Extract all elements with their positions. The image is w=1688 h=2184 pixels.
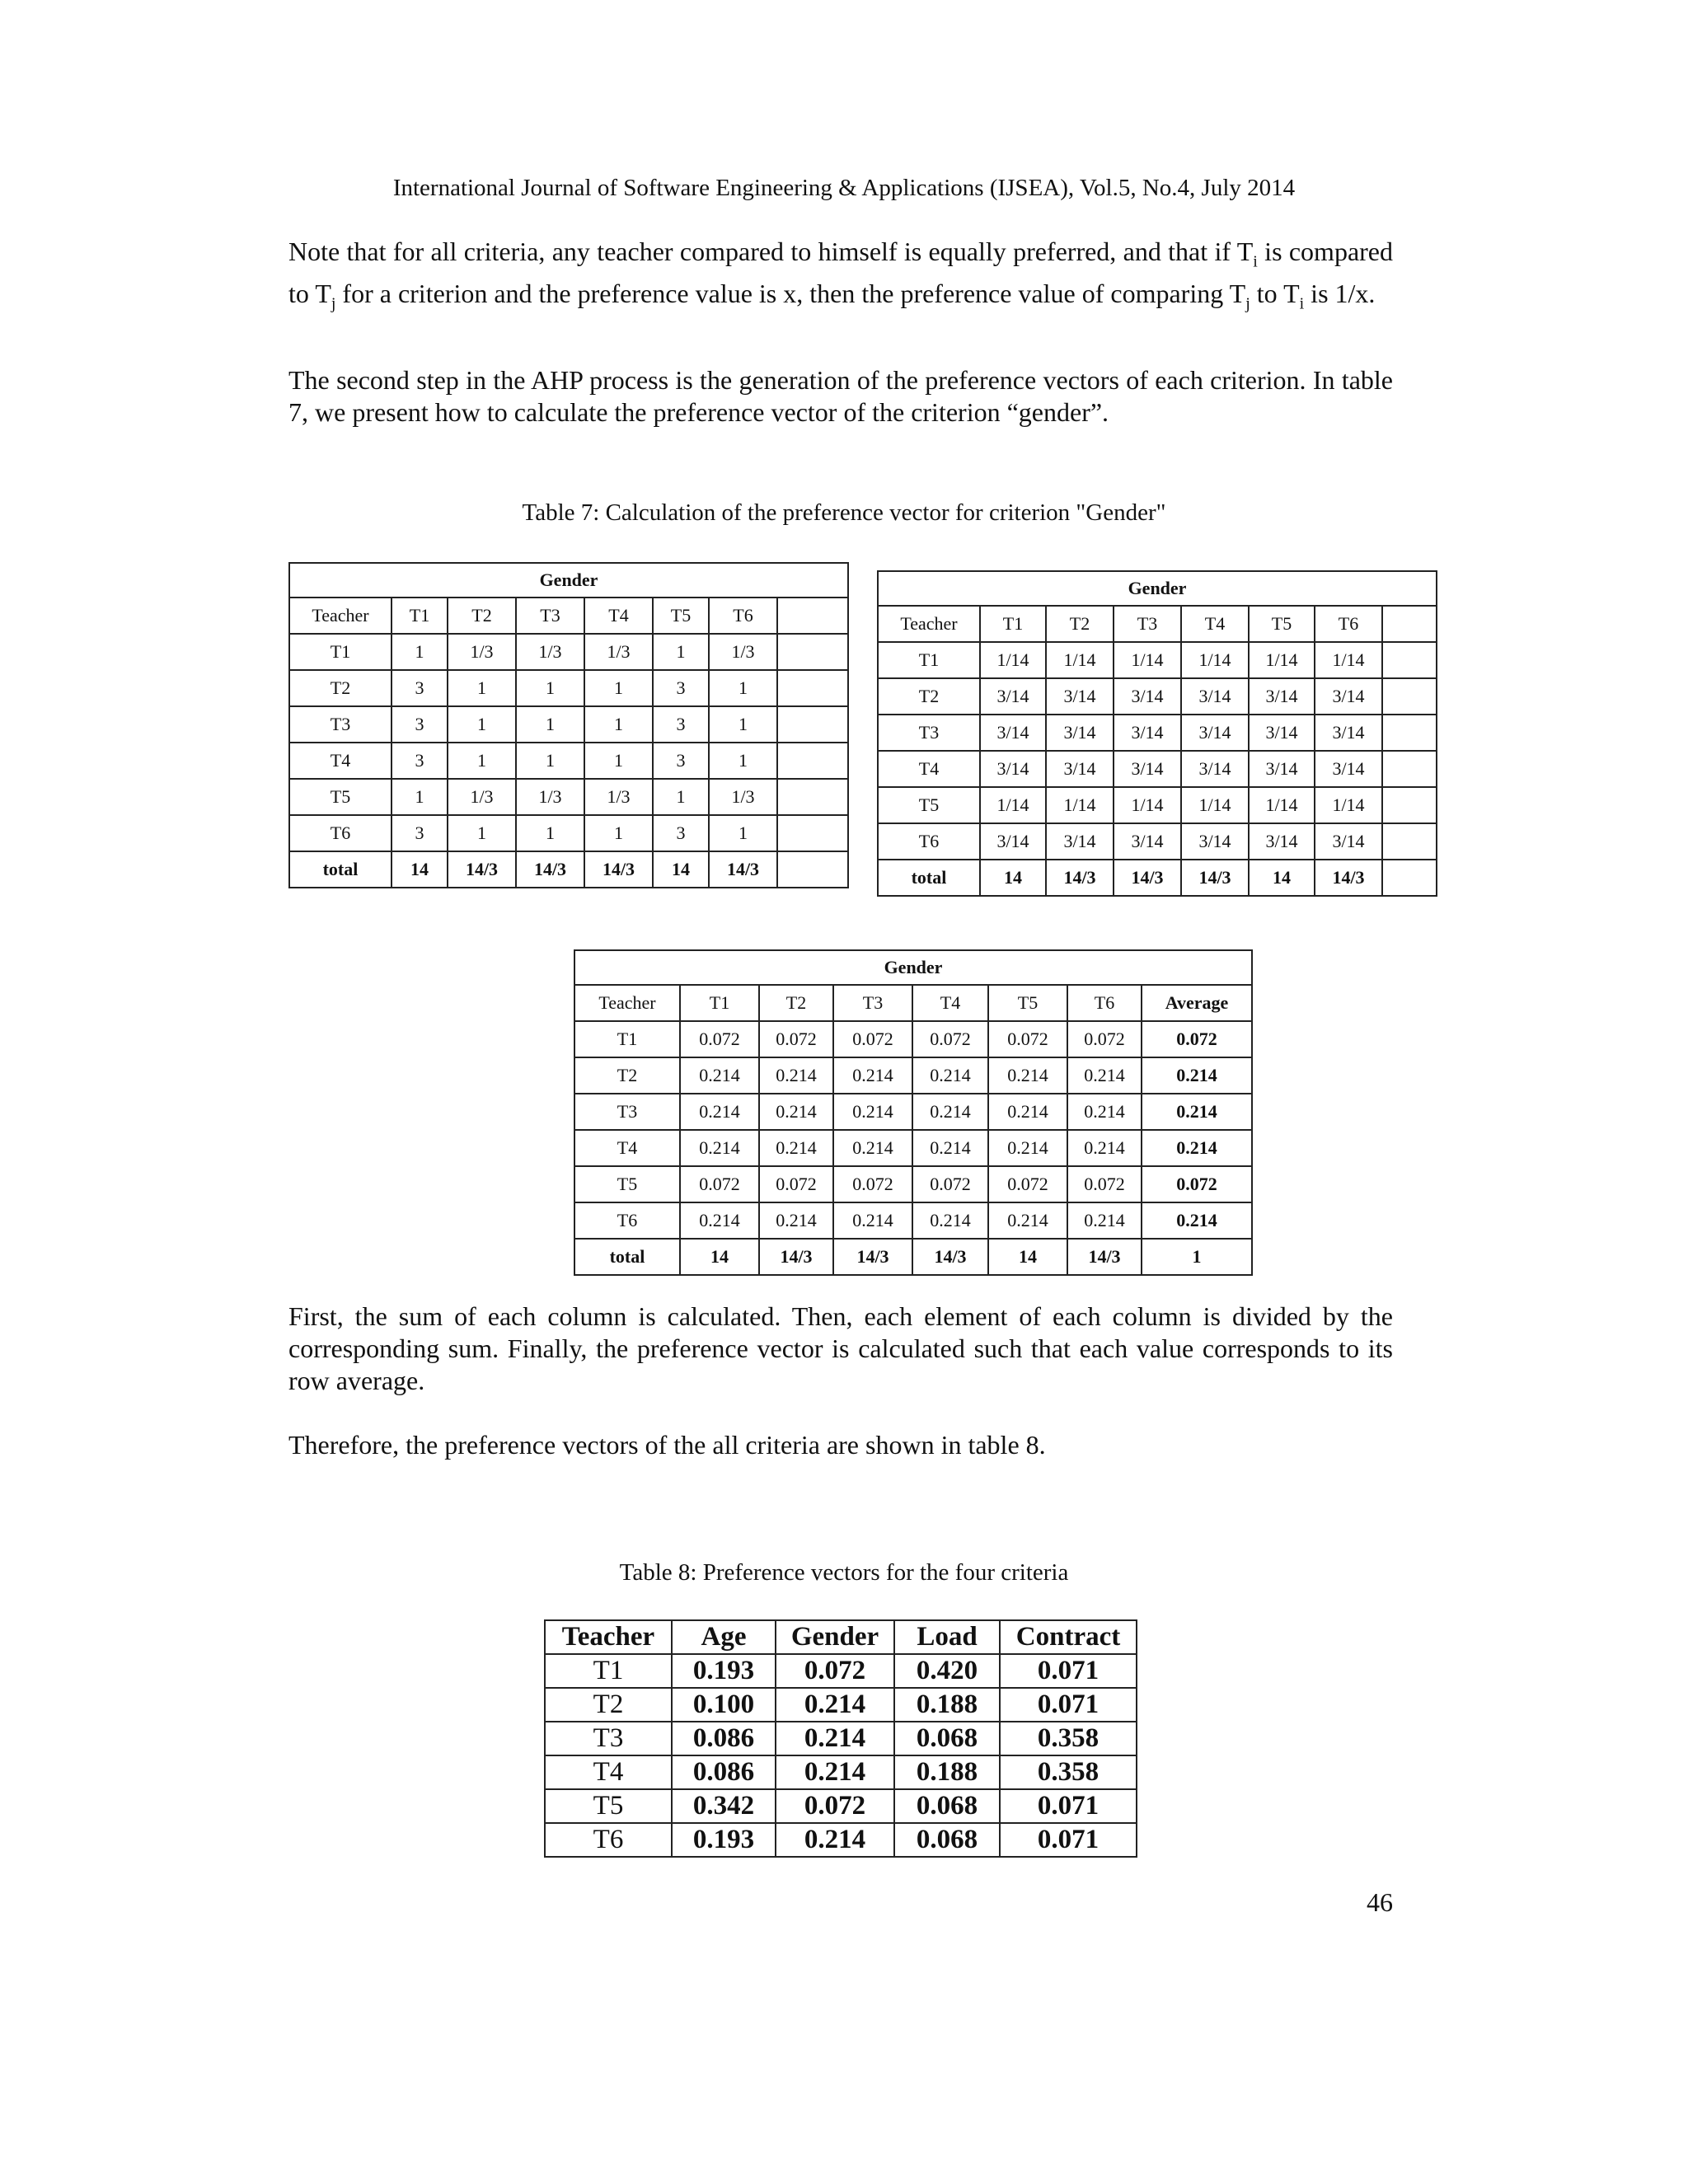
table-row <box>574 1166 1252 1202</box>
column-header: Gender <box>776 1620 894 1654</box>
table-cell: 1 <box>392 634 448 670</box>
table-cell: 1 <box>584 706 653 743</box>
table-cell: 1/14 <box>1315 787 1382 823</box>
total-cell: 14/3 <box>448 851 516 888</box>
total-cell: total <box>878 860 980 896</box>
preference-vectors-table <box>544 1619 1137 1858</box>
table-cell: 1/14 <box>1114 642 1181 678</box>
value-cell: 0.420 <box>894 1654 1000 1688</box>
value-cell: 0.214 <box>776 1722 894 1755</box>
table-cell: 0.214 <box>1142 1094 1252 1130</box>
table-title-row <box>574 950 1252 985</box>
table-cell: 1 <box>448 706 516 743</box>
table-row <box>878 787 1437 823</box>
table-cell: 3/14 <box>1315 823 1382 860</box>
table-cell: 0.214 <box>833 1057 912 1094</box>
table-row <box>574 1130 1252 1166</box>
column-header: T1 <box>980 606 1046 642</box>
table-cell: 1 <box>516 670 584 706</box>
teacher-cell: T6 <box>545 1823 672 1857</box>
teacher-cell: T3 <box>545 1722 672 1755</box>
table-cell: 3/14 <box>1181 715 1249 751</box>
total-row <box>878 860 1437 896</box>
table-title-row <box>878 571 1437 606</box>
table-cell: 3/14 <box>980 751 1046 787</box>
table-cell: 3/14 <box>1114 751 1181 787</box>
column-header: T2 <box>1046 606 1114 642</box>
table-row <box>878 642 1437 678</box>
column-header: T5 <box>988 985 1067 1021</box>
table-cell: 0.072 <box>912 1166 988 1202</box>
table-cell: 3/14 <box>1249 678 1315 715</box>
table-cell: 0.072 <box>1067 1166 1142 1202</box>
total-cell: 14 <box>980 860 1046 896</box>
table-cell: 3/14 <box>1114 715 1181 751</box>
value-cell: 0.086 <box>672 1755 776 1789</box>
blank-cell <box>1382 823 1437 860</box>
value-cell: 0.071 <box>1000 1789 1137 1823</box>
total-cell: 14/3 <box>584 851 653 888</box>
table-row <box>289 670 848 706</box>
table-row <box>289 743 848 779</box>
table-cell: 0.072 <box>988 1166 1067 1202</box>
column-header: Teacher <box>289 598 392 634</box>
table-cell: T3 <box>574 1094 680 1130</box>
value-cell: 0.193 <box>672 1654 776 1688</box>
table-cell: 1/14 <box>1046 787 1114 823</box>
table-row <box>289 815 848 851</box>
teacher-cell: T2 <box>545 1688 672 1722</box>
table-cell: 1 <box>709 670 777 706</box>
table-cell: 0.214 <box>1067 1130 1142 1166</box>
table-cell: T6 <box>878 823 980 860</box>
table-cell: 3/14 <box>1114 823 1181 860</box>
table-cell: 0.214 <box>1067 1094 1142 1130</box>
value-cell: 0.214 <box>776 1823 894 1857</box>
table-cell: 3 <box>653 670 709 706</box>
table-cell: 0.214 <box>1067 1202 1142 1239</box>
table-row <box>289 779 848 815</box>
table-cell: 3 <box>392 815 448 851</box>
table-cell: 0.214 <box>833 1094 912 1130</box>
table-cell: 1 <box>584 815 653 851</box>
column-header: T3 <box>833 985 912 1021</box>
table-cell: T1 <box>574 1021 680 1057</box>
table-cell: T4 <box>574 1130 680 1166</box>
total-cell: 14/3 <box>709 851 777 888</box>
table-cell: 0.072 <box>833 1021 912 1057</box>
table-cell: 0.214 <box>759 1094 833 1130</box>
table-cell: 0.214 <box>680 1057 759 1094</box>
table-cell: 1/14 <box>1046 642 1114 678</box>
table-cell: 1/14 <box>1249 787 1315 823</box>
table-cell: 3/14 <box>1315 715 1382 751</box>
table-cell: 0.072 <box>680 1021 759 1057</box>
table-cell: 1 <box>516 706 584 743</box>
column-header: Teacher <box>878 606 980 642</box>
table8-caption: Table 8: Preference vectors for the four criteria <box>619 1559 1069 1586</box>
table-cell: T4 <box>289 743 392 779</box>
table-cell: 1/14 <box>1315 642 1382 678</box>
table-cell: 1/14 <box>1181 642 1249 678</box>
table-cell: 1 <box>392 779 448 815</box>
table-row <box>878 678 1437 715</box>
table-cell: 3/14 <box>1181 823 1249 860</box>
blank-cell <box>1382 715 1437 751</box>
table-cell: T5 <box>289 779 392 815</box>
table-row <box>545 1654 1137 1688</box>
blank-cell <box>777 743 848 779</box>
table-cell: 3 <box>653 815 709 851</box>
table-cell: 0.072 <box>680 1166 759 1202</box>
table-cell: 3/14 <box>1249 823 1315 860</box>
table-cell: 1 <box>653 634 709 670</box>
column-header: Teacher <box>545 1620 672 1654</box>
table-cell: 1 <box>709 743 777 779</box>
value-cell: 0.086 <box>672 1722 776 1755</box>
table-title-row <box>289 563 848 598</box>
column-header: Average <box>1142 985 1252 1021</box>
column-header: T3 <box>516 598 584 634</box>
header-row <box>545 1620 1137 1654</box>
table-cell: T3 <box>878 715 980 751</box>
paragraph-method: First, the sum of each column is calculated. Then, each element of each column is divided by the corresponding sum. Finally, the preference vector is calculated such that each value corresponds to its row average. <box>288 1301 1393 1395</box>
table-title: Gender <box>878 571 1437 606</box>
total-cell: 14/3 <box>1114 860 1181 896</box>
table-cell: 0.214 <box>759 1202 833 1239</box>
table-cell: 1/3 <box>448 634 516 670</box>
gender-normalized-fraction-table <box>877 570 1437 897</box>
value-cell: 0.214 <box>776 1755 894 1789</box>
table-cell: 0.214 <box>912 1130 988 1166</box>
table-cell: 0.214 <box>1142 1057 1252 1094</box>
blank-cell <box>777 598 848 634</box>
column-header: T2 <box>759 985 833 1021</box>
table-cell: 0.072 <box>833 1166 912 1202</box>
total-row <box>289 851 848 888</box>
teacher-cell: T5 <box>545 1789 672 1823</box>
blank-cell <box>777 706 848 743</box>
total-cell: 14 <box>988 1239 1067 1275</box>
table-cell: 1 <box>448 815 516 851</box>
blank-cell <box>1382 606 1437 642</box>
total-cell: total <box>289 851 392 888</box>
table-cell: 3 <box>653 706 709 743</box>
column-header: T5 <box>1249 606 1315 642</box>
table-cell: T1 <box>878 642 980 678</box>
table-cell: 3/14 <box>1181 751 1249 787</box>
table-row <box>574 1021 1252 1057</box>
table-cell: 0.214 <box>1142 1202 1252 1239</box>
table-row <box>574 1202 1252 1239</box>
table-cell: 0.214 <box>680 1094 759 1130</box>
table-cell: T2 <box>289 670 392 706</box>
table-cell: 3/14 <box>1114 678 1181 715</box>
table-row <box>545 1722 1137 1755</box>
blank-cell <box>777 815 848 851</box>
table-cell: T1 <box>289 634 392 670</box>
table-cell: 0.072 <box>1142 1021 1252 1057</box>
table-cell: 1 <box>448 743 516 779</box>
blank-cell <box>1382 678 1437 715</box>
column-header: T4 <box>584 598 653 634</box>
value-cell: 0.071 <box>1000 1823 1137 1857</box>
table-cell: 1 <box>653 779 709 815</box>
total-cell: 14/3 <box>1315 860 1382 896</box>
gender-comparison-table <box>288 562 849 888</box>
teacher-cell: T1 <box>545 1654 672 1688</box>
total-cell: 14/3 <box>1046 860 1114 896</box>
table-cell: 1/14 <box>1181 787 1249 823</box>
table-cell: 0.214 <box>759 1130 833 1166</box>
table-cell: 1/3 <box>709 634 777 670</box>
table-title: Gender <box>289 563 848 598</box>
value-cell: 0.193 <box>672 1823 776 1857</box>
total-cell: 14/3 <box>516 851 584 888</box>
table-cell: 0.072 <box>759 1166 833 1202</box>
table-row <box>289 634 848 670</box>
total-cell: 14 <box>1249 860 1315 896</box>
teacher-cell: T4 <box>545 1755 672 1789</box>
table-cell: 1 <box>584 670 653 706</box>
table-cell: 3 <box>392 743 448 779</box>
paragraph-note: Note that for all criteria, any teacher compared to himself is equally preferred, and that if $T_i$ is compared to $T_j$ for a criterion and the preference value is x, then the preference value of comparing $T_j$ to $T_i$ is 1/x. <box>288 237 1394 313</box>
table-row <box>878 751 1437 787</box>
table-row <box>574 1094 1252 1130</box>
running-header: International Journal of Software Engineering & Applications (IJSEA), Vol.5, No.4, July 2014 <box>392 175 1296 201</box>
column-header: T6 <box>709 598 777 634</box>
table-cell: T2 <box>574 1057 680 1094</box>
table-cell: 1 <box>584 743 653 779</box>
column-header: T5 <box>653 598 709 634</box>
table-cell: 0.214 <box>912 1094 988 1130</box>
page-number: 46 <box>1367 1887 1393 1917</box>
table-row <box>545 1755 1137 1789</box>
value-cell: 0.068 <box>894 1823 1000 1857</box>
total-cell: 14/3 <box>1067 1239 1142 1275</box>
table-cell: 0.072 <box>912 1021 988 1057</box>
table-title: Gender <box>574 950 1252 985</box>
blank-cell <box>1382 642 1437 678</box>
table-cell: 3/14 <box>980 715 1046 751</box>
column-header: T4 <box>912 985 988 1021</box>
table-cell: 3/14 <box>1249 715 1315 751</box>
table-cell: T5 <box>574 1166 680 1202</box>
total-cell: total <box>574 1239 680 1275</box>
blank-cell <box>1382 860 1437 896</box>
blank-cell <box>777 851 848 888</box>
column-header: T6 <box>1067 985 1142 1021</box>
table-cell: 0.214 <box>833 1202 912 1239</box>
table-cell: T5 <box>878 787 980 823</box>
table-cell: 1/3 <box>584 779 653 815</box>
total-cell: 14 <box>392 851 448 888</box>
total-cell: 14 <box>680 1239 759 1275</box>
table-cell: 0.214 <box>912 1202 988 1239</box>
table-cell: 0.072 <box>988 1021 1067 1057</box>
table-cell: 3/14 <box>980 678 1046 715</box>
table-cell: 3/14 <box>1315 678 1382 715</box>
total-cell: 14 <box>653 851 709 888</box>
value-cell: 0.100 <box>672 1688 776 1722</box>
table-cell: 3/14 <box>1315 751 1382 787</box>
value-cell: 0.188 <box>894 1755 1000 1789</box>
table-cell: 0.214 <box>1067 1057 1142 1094</box>
table-cell: 1/3 <box>516 779 584 815</box>
value-cell: 0.358 <box>1000 1722 1137 1755</box>
total-cell: 1 <box>1142 1239 1252 1275</box>
value-cell: 0.071 <box>1000 1688 1137 1722</box>
value-cell: 0.072 <box>776 1789 894 1823</box>
table-cell: 1 <box>709 815 777 851</box>
column-header: Load <box>894 1620 1000 1654</box>
table-cell: 1/3 <box>516 634 584 670</box>
total-cell: 14/3 <box>912 1239 988 1275</box>
table-cell: 3/14 <box>1181 678 1249 715</box>
table-cell: 0.072 <box>1067 1021 1142 1057</box>
table-cell: 3 <box>392 706 448 743</box>
header-row <box>574 985 1252 1021</box>
column-header: T3 <box>1114 606 1181 642</box>
total-cell: 14/3 <box>833 1239 912 1275</box>
table-cell: 3/14 <box>980 823 1046 860</box>
table-cell: 3 <box>392 670 448 706</box>
table-row <box>545 1688 1137 1722</box>
header-row <box>878 606 1437 642</box>
total-cell: 14/3 <box>759 1239 833 1275</box>
column-header: T2 <box>448 598 516 634</box>
blank-cell <box>1382 751 1437 787</box>
table-cell: 0.214 <box>1142 1130 1252 1166</box>
column-header: Contract <box>1000 1620 1137 1654</box>
table-cell: 0.214 <box>988 1130 1067 1166</box>
blank-cell <box>1382 787 1437 823</box>
column-header: T1 <box>680 985 759 1021</box>
table-cell: 1/14 <box>980 787 1046 823</box>
table-cell: T3 <box>289 706 392 743</box>
table-row <box>878 715 1437 751</box>
table-cell: 1/3 <box>709 779 777 815</box>
table7-caption: Table 7: Calculation of the preference vector for criterion "Gender" <box>522 499 1166 526</box>
value-cell: 0.071 <box>1000 1654 1137 1688</box>
table-cell: 1/3 <box>584 634 653 670</box>
table-cell: 1/14 <box>1114 787 1181 823</box>
table-cell: 0.214 <box>680 1130 759 1166</box>
table-cell: 1 <box>448 670 516 706</box>
table-row <box>878 823 1437 860</box>
table-cell: 3/14 <box>1046 823 1114 860</box>
total-cell: 14/3 <box>1181 860 1249 896</box>
table-cell: T2 <box>878 678 980 715</box>
blank-cell <box>777 634 848 670</box>
value-cell: 0.068 <box>894 1722 1000 1755</box>
table-cell: 0.072 <box>1142 1166 1252 1202</box>
table-cell: 1/14 <box>1249 642 1315 678</box>
value-cell: 0.358 <box>1000 1755 1137 1789</box>
value-cell: 0.214 <box>776 1688 894 1722</box>
paragraph-therefore: Therefore, the preference vectors of the all criteria are shown in table 8. <box>288 1430 1046 1460</box>
table-cell: 1/14 <box>980 642 1046 678</box>
table-cell: 1 <box>516 815 584 851</box>
table-cell: 3/14 <box>1046 678 1114 715</box>
header-row <box>289 598 848 634</box>
blank-cell <box>777 670 848 706</box>
table-cell: 0.214 <box>988 1057 1067 1094</box>
column-header: Teacher <box>574 985 680 1021</box>
table-row <box>289 706 848 743</box>
table-cell: 3/14 <box>1046 715 1114 751</box>
blank-cell <box>777 779 848 815</box>
table-cell: T6 <box>574 1202 680 1239</box>
value-cell: 0.342 <box>672 1789 776 1823</box>
gender-preference-vector-table <box>574 949 1253 1276</box>
table-row <box>545 1789 1137 1823</box>
column-header: T6 <box>1315 606 1382 642</box>
table-cell: 1/3 <box>448 779 516 815</box>
column-header: Age <box>672 1620 776 1654</box>
table-row <box>574 1057 1252 1094</box>
value-cell: 0.068 <box>894 1789 1000 1823</box>
table-cell: 0.214 <box>680 1202 759 1239</box>
table-cell: 0.214 <box>833 1130 912 1166</box>
column-header: T4 <box>1181 606 1249 642</box>
value-cell: 0.072 <box>776 1654 894 1688</box>
column-header: T1 <box>392 598 448 634</box>
paragraph-second-step: The second step in the AHP process is the generation of the preference vectors of each criterion. In table 7, we present how to calculate the preference vector of the criterion “gender”. <box>288 365 1393 427</box>
value-cell: 0.188 <box>894 1688 1000 1722</box>
table-cell: 0.214 <box>988 1094 1067 1130</box>
table-cell: T4 <box>878 751 980 787</box>
table-row <box>545 1823 1137 1857</box>
table-cell: 3 <box>653 743 709 779</box>
table-cell: 0.214 <box>912 1057 988 1094</box>
table-cell: 3/14 <box>1046 751 1114 787</box>
table-cell: 0.214 <box>759 1057 833 1094</box>
table-cell: 0.072 <box>759 1021 833 1057</box>
table-cell: T6 <box>289 815 392 851</box>
table-cell: 1 <box>709 706 777 743</box>
table-cell: 3/14 <box>1249 751 1315 787</box>
table-cell: 0.214 <box>988 1202 1067 1239</box>
table-cell: 1 <box>516 743 584 779</box>
total-row <box>574 1239 1252 1275</box>
